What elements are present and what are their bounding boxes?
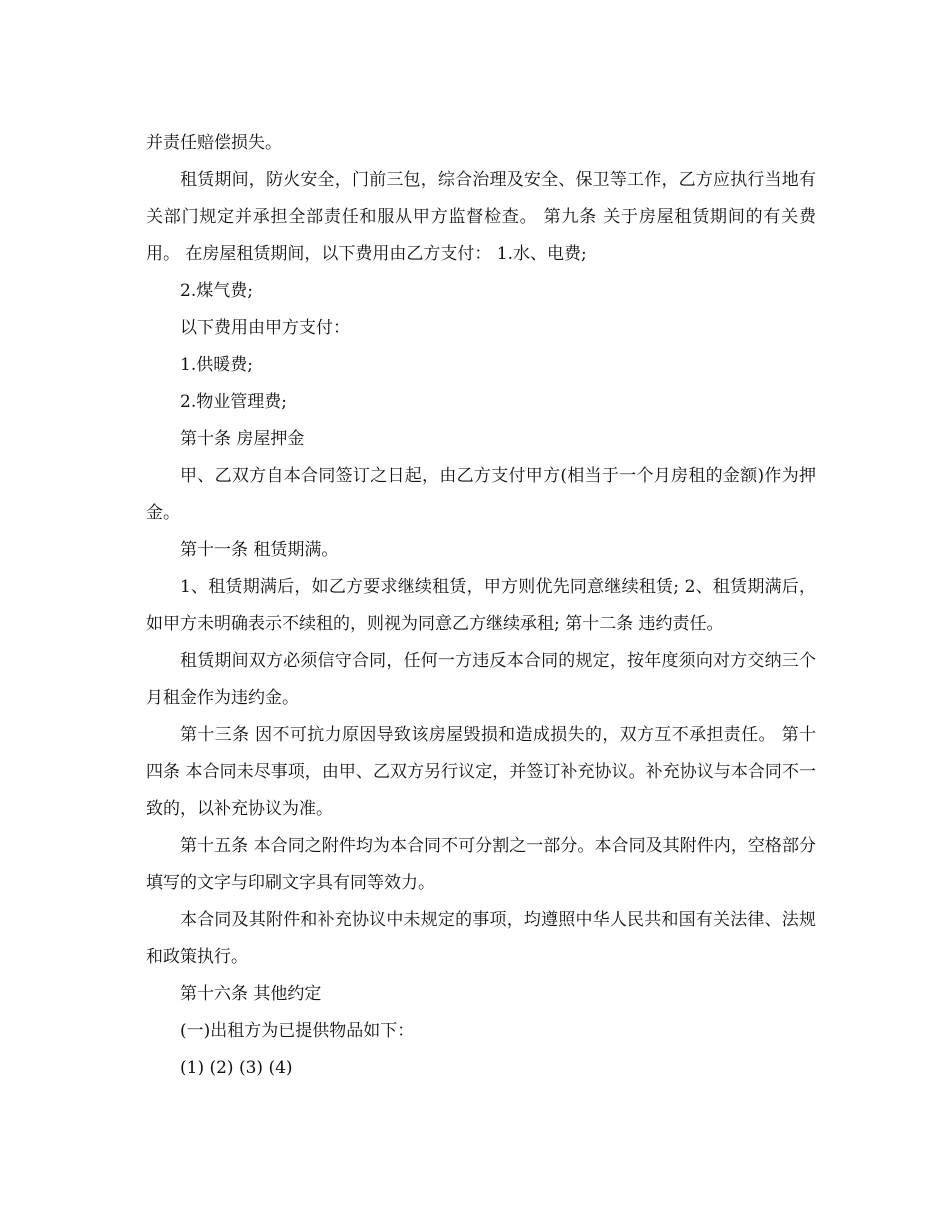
- paragraph-landlord-fees-heading: 以下费用由甲方支付：: [180, 318, 350, 338]
- paragraph-breach: 租赁期间双方必须信守合同，任何一方违反本合同的规定，按年度须向对方交纳三个月租金作为违约金。: [146, 651, 816, 708]
- paragraph-force-majeure: 第十三条 因不可抗力原因导致该房屋毁损和造成损失的，双方互不承担责任。 第十四条 本合同未尽事项，由甲、乙双方另行议定，并签订补充协议。补充协议与本合同不一致的，以补充协议为准。: [146, 725, 816, 819]
- paragraph-deposit: 甲、乙双方自本合同签订之日起，由乙方支付甲方(相当于一个月房租的金额)作为押金。: [146, 466, 816, 523]
- article-10-heading: 第十条 房屋押金: [180, 429, 305, 449]
- paragraph-applicable-law: 本合同及其附件和补充协议中未规定的事项，均遵照中华人民共和国有关法律、法规和政策执行。: [146, 910, 816, 967]
- paragraph-lease-safety: 租赁期间，防火安全，门前三包，综合治理及安全、保卫等工作，乙方应执行当地有关部门规定并承担全部责任和服从甲方监督检查。 第九条 关于房屋租赁期间的有关费用。 在房屋租赁期间，以下费用由乙方支付： 1.水、电费;: [146, 170, 816, 264]
- article-11-heading: 第十一条 租赁期满。: [180, 540, 339, 560]
- paragraph-property-fee: 2.物业管理费;: [180, 392, 287, 412]
- article-16-heading: 第十六条 其他约定: [180, 984, 322, 1004]
- paragraph-attachments: 第十五条 本合同之附件均为本合同不可分割之一部分。本合同及其附件内，空格部分填写的文字与印刷文字具有同等效力。: [146, 836, 816, 893]
- paragraph-lease-expiry: 1、租赁期满后，如乙方要求继续租赁，甲方则优先同意继续租赁; 2、租赁期满后，如甲方未明确表示不续租的，则视为同意乙方继续承租; 第十二条 违约责任。: [146, 577, 816, 634]
- paragraph-heating-fee: 1.供暖费;: [180, 355, 253, 375]
- paragraph-continuation: 并责任赔偿损失。: [146, 133, 282, 153]
- paragraph-provided-items: (一)出租方为已提供物品如下：: [180, 1021, 415, 1041]
- paragraph-item-list: (1) (2) (3) (4): [180, 1058, 293, 1078]
- paragraph-gas-fee: 2.煤气费;: [180, 281, 253, 301]
- document-body: [146, 125, 816, 1087]
